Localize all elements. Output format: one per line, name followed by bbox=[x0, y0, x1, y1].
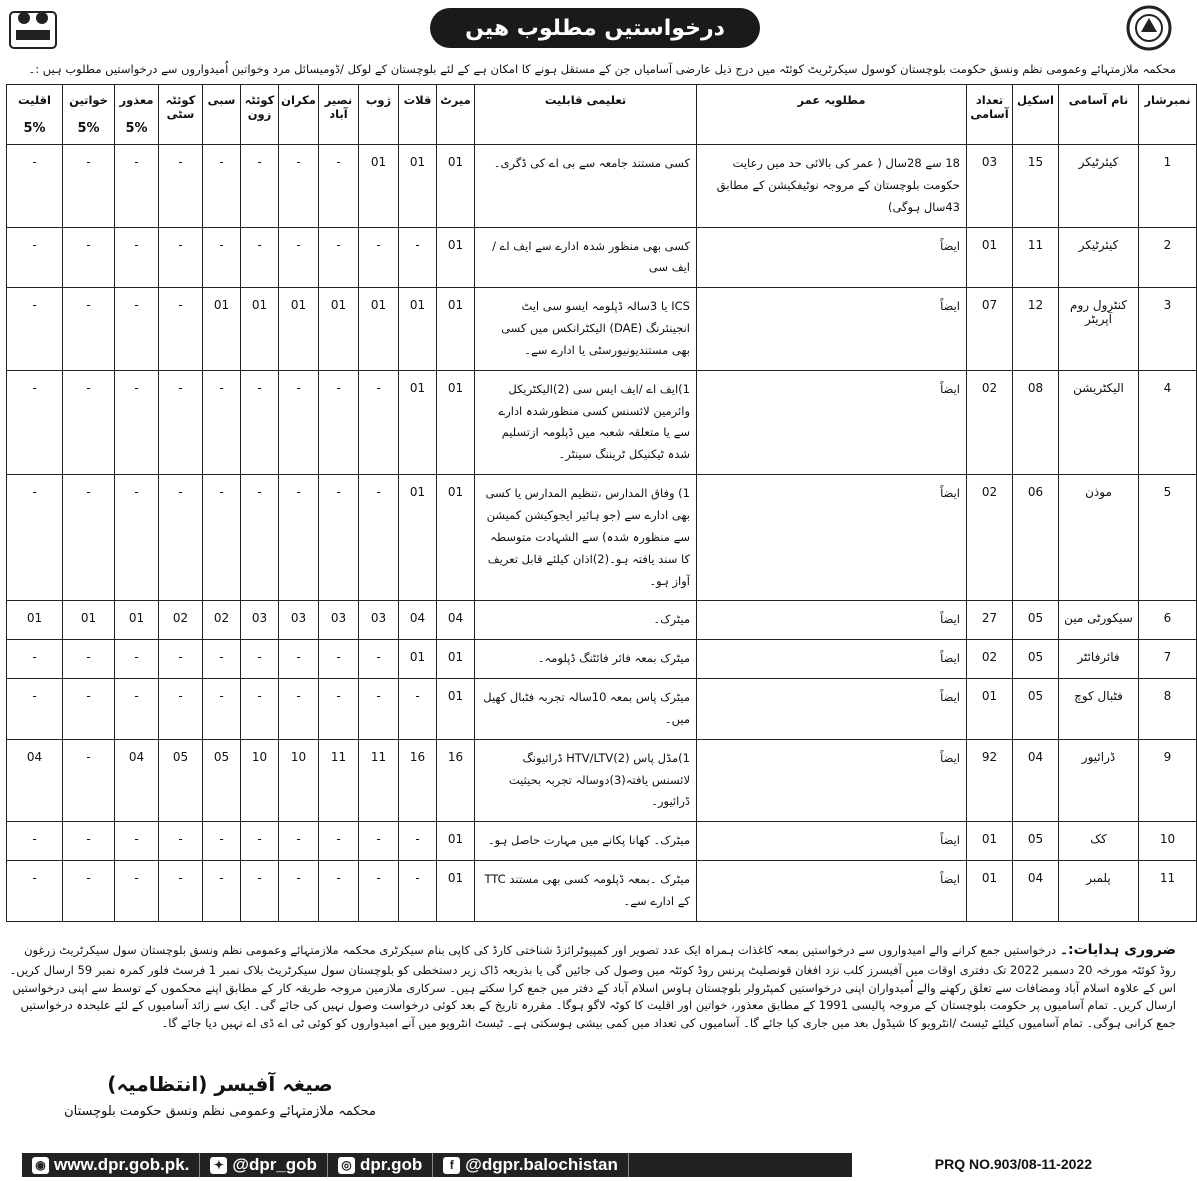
table-row bbox=[7, 679, 1197, 740]
cell-merit: 04 bbox=[437, 601, 475, 640]
cell-quetta: - bbox=[241, 640, 279, 679]
cell-qualification: میٹرک بمعہ فائر فائٹنگ ڈپلومہ۔ bbox=[475, 640, 697, 679]
cell-count: 01 bbox=[967, 679, 1013, 740]
cell-count: 01 bbox=[967, 822, 1013, 861]
cell-zhob: - bbox=[359, 822, 399, 861]
cell-age: ایضاً bbox=[697, 370, 967, 474]
cell-sibi: 05 bbox=[203, 739, 241, 822]
cell-post: سیکورٹی مین bbox=[1059, 601, 1139, 640]
col-sibi: سبی bbox=[203, 85, 241, 145]
cell-count: 02 bbox=[967, 475, 1013, 601]
col-serial: نمبرشار bbox=[1139, 85, 1197, 145]
cell-women: - bbox=[63, 861, 115, 922]
cell-scale: 11 bbox=[1013, 227, 1059, 288]
cell-scale: 05 bbox=[1013, 601, 1059, 640]
cell-sibi: 02 bbox=[203, 601, 241, 640]
cell-makran: - bbox=[279, 822, 319, 861]
cell-city: - bbox=[159, 861, 203, 922]
cell-sibi: - bbox=[203, 822, 241, 861]
table-row bbox=[7, 288, 1197, 371]
cell-merit: 01 bbox=[437, 640, 475, 679]
cell-nasirabad: 11 bbox=[319, 739, 359, 822]
signature-department: محکمہ ملازمتہائے وعمومی نظم ونسق حکومت بلوچستان bbox=[64, 1104, 376, 1119]
cell-zhob: 11 bbox=[359, 739, 399, 822]
table-row bbox=[7, 861, 1197, 922]
cell-nasirabad: 03 bbox=[319, 601, 359, 640]
table-row bbox=[7, 370, 1197, 474]
instructions-heading: ضروری ہدایات:۔ bbox=[1059, 942, 1176, 958]
cell-minority: - bbox=[7, 475, 63, 601]
table-row bbox=[7, 475, 1197, 601]
cell-zhob: - bbox=[359, 370, 399, 474]
cell-sibi: - bbox=[203, 679, 241, 740]
cell-zhob: - bbox=[359, 475, 399, 601]
cell-quetta: 10 bbox=[241, 739, 279, 822]
instructions-text: درخواستیں جمع کرانے والے امیدواروں سے درخواستیں بمعہ کاغذات ہمراہ ایک عدد تصویر اور کمپیوٹرائزڈ شناختی کارڈ کی کاپی بنام سیکرٹری محکمہ ملازمتہائے وعمومی نظم ونسق بلوچستان سول سیکرٹریٹ زرغون روڈ کوئٹہ مورخہ 20 دسمبر 2022 تک دفتری اوقات میں آفیسرز کلب نزد افغان قونصلیٹ پرنس روڈ کوئٹہ میں وصول کی جائیں گی یا بذریعہ ڈاک زیر دستخطی کو بلوچستان سول سیکرٹریٹ بلاک نمبر 1 فرسٹ فلور کمرہ نمبر 59 ارسال کریں۔اس کے علاوہ اسلام آباد ومضافات سے تعلق رکھنے والے اُمیدواران اپنی درخواستیں کمپٹرولر بلوچستان ہاوس اسلام آباد کے دفتر میں جمع کرا سکتے ہیں۔ سرکاری ملازمین مروجہ طریقہ کار کے مطابق اپنے محکموں کے توسط سے اپنی درخواستیں ارسال کریں۔ تمام آسامیوں پر حکومت بلوچستان کے مروجہ پالیسی 1991 کے مطابق معذور، خواتین اور اقلیت کا کوٹہ لاگو ہوگا۔ مقررہ تاریخ کے بعد کوئی درخواست وصول نہیں کی جائے گی۔ ایک سے زائد آسامیوں کے لئے علیحدہ درخواستیں جمع کرانی ہوگی۔ تمام آسامیوں کیلئے ٹیسٹ /انٹرویو کا شیڈول بعد میں جاری کیا جائے گا۔ آسامیوں کی تعداد میں کمی بیشی ہوسکتی ہے۔ ٹیسٹ انٹرویو میں آنے امیدواروں کو کوئی ٹی اے ڈی اے نہیں دیا جائے گا۔ bbox=[9, 943, 1176, 1031]
cell-post: الیکٹریشن bbox=[1059, 370, 1139, 474]
footer-facebook[interactable]: f @dgpr.balochistan bbox=[433, 1153, 629, 1177]
cell-quetta: - bbox=[241, 822, 279, 861]
col-post: نام آسامی bbox=[1059, 85, 1139, 145]
col-nasirabad: نصیر آباد bbox=[319, 85, 359, 145]
cell-qualification: کسی بھی منظور شدہ ادارے سے ایف اے /ایف سی bbox=[475, 227, 697, 288]
cell-qualification: ICS یا 3سالہ ڈپلومہ ایسو سی ایٹ انجینئرنگ (DAE) الیکٹرانکس میں کسی بھی مستندیونیورسٹی یا ادارے سے۔ bbox=[475, 288, 697, 371]
cell-count: 03 bbox=[967, 145, 1013, 228]
cell-disabled: - bbox=[115, 679, 159, 740]
cell-sibi: - bbox=[203, 861, 241, 922]
signature-title: صیغہ آفیسر (انتظامیہ) bbox=[107, 1072, 333, 1096]
cell-serial: 4 bbox=[1139, 370, 1197, 474]
cell-makran: 10 bbox=[279, 739, 319, 822]
cell-age: ایضاً bbox=[697, 861, 967, 922]
cell-minority: - bbox=[7, 370, 63, 474]
cell-post: کیئرٹیکر bbox=[1059, 145, 1139, 228]
cell-serial: 1 bbox=[1139, 145, 1197, 228]
cell-minority: - bbox=[7, 227, 63, 288]
posts-table bbox=[6, 84, 1197, 922]
cell-quetta: - bbox=[241, 370, 279, 474]
cell-qualification: 1) وفاق المدارس ،تنظیم المدارس یا کسی بھی ادارے سے (جو ہائیر ایجوکیشن کمیشن سے منظورہ شدہ) سے الشہادت متوسطہ کا سند یافتہ ہو۔(2)اذان کیلئے قابل تعریف آواز ہو۔ bbox=[475, 475, 697, 601]
cell-serial: 5 bbox=[1139, 475, 1197, 601]
cell-nasirabad: - bbox=[319, 640, 359, 679]
cell-makran: - bbox=[279, 227, 319, 288]
cell-scale: 15 bbox=[1013, 145, 1059, 228]
cell-minority: - bbox=[7, 861, 63, 922]
cell-women: - bbox=[63, 640, 115, 679]
cell-serial: 10 bbox=[1139, 822, 1197, 861]
cell-city: - bbox=[159, 227, 203, 288]
table-row bbox=[7, 601, 1197, 640]
cell-sibi: - bbox=[203, 370, 241, 474]
cell-qualification: میٹرک۔ کھانا پکانے میں مہارت حاصل ہو۔ bbox=[475, 822, 697, 861]
cell-minority: - bbox=[7, 679, 63, 740]
footer-instagram[interactable]: ◎ dpr.gob bbox=[328, 1153, 433, 1177]
cell-sibi: - bbox=[203, 227, 241, 288]
table-row bbox=[7, 822, 1197, 861]
cell-serial: 11 bbox=[1139, 861, 1197, 922]
cell-qualification: میٹرک پاس بمعہ 10سالہ تجربہ فٹبال کھیل میں۔ bbox=[475, 679, 697, 740]
cell-count: 02 bbox=[967, 640, 1013, 679]
cell-qilat: 01 bbox=[399, 640, 437, 679]
cell-post: کک bbox=[1059, 822, 1139, 861]
cell-serial: 6 bbox=[1139, 601, 1197, 640]
cell-qualification: میٹرک ۔بمعہ ڈپلومہ کسی بھی مستند TTC کے ادارے سے۔ bbox=[475, 861, 697, 922]
globe-icon: ◉ bbox=[32, 1157, 49, 1174]
cell-nasirabad: - bbox=[319, 370, 359, 474]
col-zhob: ژوب bbox=[359, 85, 399, 145]
cell-count: 27 bbox=[967, 601, 1013, 640]
cell-zhob: 01 bbox=[359, 145, 399, 228]
cell-post: ڈرائیور bbox=[1059, 739, 1139, 822]
cell-qilat: 16 bbox=[399, 739, 437, 822]
cell-disabled: - bbox=[115, 145, 159, 228]
cell-disabled: 01 bbox=[115, 601, 159, 640]
cell-women: - bbox=[63, 739, 115, 822]
cell-women: - bbox=[63, 822, 115, 861]
col-women: خواتین 5% bbox=[63, 85, 115, 145]
cell-makran: - bbox=[279, 640, 319, 679]
cell-makran: 01 bbox=[279, 288, 319, 371]
cell-zhob: - bbox=[359, 227, 399, 288]
cell-women: - bbox=[63, 145, 115, 228]
cell-age: ایضاً bbox=[697, 288, 967, 371]
cell-qilat: 04 bbox=[399, 601, 437, 640]
cell-age: ایضاً bbox=[697, 227, 967, 288]
cell-makran: - bbox=[279, 861, 319, 922]
cell-scale: 05 bbox=[1013, 679, 1059, 740]
cell-nasirabad: - bbox=[319, 227, 359, 288]
cell-count: 07 bbox=[967, 288, 1013, 371]
cell-merit: 01 bbox=[437, 145, 475, 228]
cell-qualification: 1)ایف اے /ایف ایس سی (2)الیکٹریکل وائرمین لائسنس کسی منظورشدہ ادارے سے یا متعلقہ شعبہ میں ڈپلومہ ازتسلیم شدہ ٹیکنیکل ٹریننگ سینٹر۔ bbox=[475, 370, 697, 474]
cell-disabled: - bbox=[115, 822, 159, 861]
cell-post: موذن bbox=[1059, 475, 1139, 601]
cell-serial: 3 bbox=[1139, 288, 1197, 371]
cell-makran: - bbox=[279, 370, 319, 474]
instructions bbox=[6, 940, 1176, 1060]
cell-minority: - bbox=[7, 640, 63, 679]
cell-qilat: 01 bbox=[399, 370, 437, 474]
cell-women: 01 bbox=[63, 601, 115, 640]
cell-disabled: - bbox=[115, 640, 159, 679]
cell-nasirabad: - bbox=[319, 861, 359, 922]
cell-qilat: - bbox=[399, 679, 437, 740]
cell-city: - bbox=[159, 475, 203, 601]
cell-serial: 2 bbox=[1139, 227, 1197, 288]
cell-qilat: 01 bbox=[399, 475, 437, 601]
cell-age: 18 سے 28سال ( عمر کی بالائی حد میں رعایت حکومت بلوچستان کے مروجہ نوٹیفکیشن کے مطابق 43سال ہوگی) bbox=[697, 145, 967, 228]
cell-count: 92 bbox=[967, 739, 1013, 822]
cell-age: ایضاً bbox=[697, 822, 967, 861]
cell-women: - bbox=[63, 475, 115, 601]
cell-disabled: - bbox=[115, 861, 159, 922]
cell-zhob: - bbox=[359, 640, 399, 679]
footer-bar bbox=[22, 1153, 852, 1177]
cell-sibi: - bbox=[203, 475, 241, 601]
cell-age: ایضاً bbox=[697, 601, 967, 640]
cell-minority: 01 bbox=[7, 601, 63, 640]
col-age: مطلوبہ عمر bbox=[697, 85, 967, 145]
cell-merit: 01 bbox=[437, 288, 475, 371]
cell-qilat: - bbox=[399, 861, 437, 922]
cell-city: - bbox=[159, 640, 203, 679]
cell-quetta: - bbox=[241, 861, 279, 922]
cell-qilat: - bbox=[399, 822, 437, 861]
table-row bbox=[7, 739, 1197, 822]
cell-makran: - bbox=[279, 679, 319, 740]
cell-nasirabad: 01 bbox=[319, 288, 359, 371]
table-row bbox=[7, 227, 1197, 288]
cell-scale: 12 bbox=[1013, 288, 1059, 371]
cell-qilat: - bbox=[399, 227, 437, 288]
table-body bbox=[7, 145, 1197, 922]
cell-quetta: - bbox=[241, 145, 279, 228]
cell-qualification: 1)مڈل پاس (2)HTV/LTV ڈرائیونگ لائسنس یافتہ(3)دوسالہ تجربہ بحیثیت ڈرائیور۔ bbox=[475, 739, 697, 822]
cell-merit: 01 bbox=[437, 475, 475, 601]
cell-sibi: - bbox=[203, 145, 241, 228]
col-minority: اقلیت 5% bbox=[7, 85, 63, 145]
cell-post: کیئرٹیکر bbox=[1059, 227, 1139, 288]
cell-merit: 01 bbox=[437, 227, 475, 288]
signature-block bbox=[40, 1072, 400, 1119]
cell-scale: 04 bbox=[1013, 739, 1059, 822]
intro-text: محکمہ ملازمتہائے وعمومی نظم ونسق حکومت بلوچستان کوسول سیکرٹریٹ کوئٹہ میں درج ذیل عارضی آسامیاں جن کے مستقل ہونے کا امکان ہے کے لئے بلوچستان کے لوکل /ڈومیسائل مرد وخواتین اُمیدواروں سے درخواستیں مطلوب ہیں :۔ bbox=[28, 62, 1176, 76]
cell-post: فٹبال کوچ bbox=[1059, 679, 1139, 740]
header bbox=[0, 0, 1182, 56]
cell-nasirabad: - bbox=[319, 145, 359, 228]
cell-city: - bbox=[159, 145, 203, 228]
cell-city: 02 bbox=[159, 601, 203, 640]
table-row bbox=[7, 145, 1197, 228]
cell-zhob: - bbox=[359, 679, 399, 740]
cell-quetta: - bbox=[241, 679, 279, 740]
cell-count: 02 bbox=[967, 370, 1013, 474]
cell-qilat: 01 bbox=[399, 145, 437, 228]
col-disabled: معذور 5% bbox=[115, 85, 159, 145]
cell-minority: - bbox=[7, 288, 63, 371]
cell-scale: 08 bbox=[1013, 370, 1059, 474]
col-qualification: تعلیمی قابلیت bbox=[475, 85, 697, 145]
cell-count: 01 bbox=[967, 227, 1013, 288]
cell-scale: 05 bbox=[1013, 822, 1059, 861]
cell-nasirabad: - bbox=[319, 475, 359, 601]
table-header-row bbox=[7, 85, 1197, 145]
cell-quetta: 01 bbox=[241, 288, 279, 371]
col-quetta: کوئٹہ زون bbox=[241, 85, 279, 145]
page-title: درخواستیں مطلوب ھیں bbox=[430, 8, 760, 48]
facebook-icon: f bbox=[443, 1157, 460, 1174]
cell-disabled: 04 bbox=[115, 739, 159, 822]
cell-post: فائرفائٹر bbox=[1059, 640, 1139, 679]
cell-age: ایضاً bbox=[697, 640, 967, 679]
cell-disabled: - bbox=[115, 475, 159, 601]
cell-city: - bbox=[159, 822, 203, 861]
cell-merit: 01 bbox=[437, 822, 475, 861]
twitter-icon: ✦ bbox=[210, 1157, 227, 1174]
cell-serial: 8 bbox=[1139, 679, 1197, 740]
cell-makran: - bbox=[279, 475, 319, 601]
cell-sibi: - bbox=[203, 640, 241, 679]
cell-serial: 9 bbox=[1139, 739, 1197, 822]
cell-qualification: میٹرک۔ bbox=[475, 601, 697, 640]
col-quetta-city: کوئٹہ سٹی bbox=[159, 85, 203, 145]
cell-serial: 7 bbox=[1139, 640, 1197, 679]
cell-zhob: 03 bbox=[359, 601, 399, 640]
cell-women: - bbox=[63, 227, 115, 288]
col-count: تعداد آسامی bbox=[967, 85, 1013, 145]
cell-quetta: 03 bbox=[241, 601, 279, 640]
govt-logo-left bbox=[8, 4, 58, 52]
cell-qualification: کسی مستند جامعہ سے بی اے کی ڈگری۔ bbox=[475, 145, 697, 228]
cell-city: - bbox=[159, 370, 203, 474]
dpr-logo-right bbox=[1124, 4, 1174, 52]
cell-women: - bbox=[63, 679, 115, 740]
cell-merit: 16 bbox=[437, 739, 475, 822]
cell-merit: 01 bbox=[437, 679, 475, 740]
cell-age: ایضاً bbox=[697, 739, 967, 822]
cell-nasirabad: - bbox=[319, 679, 359, 740]
footer-website[interactable]: ◉ www.dpr.gob.pk. bbox=[22, 1153, 200, 1177]
cell-makran: 03 bbox=[279, 601, 319, 640]
cell-women: - bbox=[63, 288, 115, 371]
cell-age: ایضاً bbox=[697, 679, 967, 740]
cell-zhob: 01 bbox=[359, 288, 399, 371]
cell-age: ایضاً bbox=[697, 475, 967, 601]
cell-post: کنٹرول روم آپریٹر bbox=[1059, 288, 1139, 371]
cell-women: - bbox=[63, 370, 115, 474]
cell-scale: 06 bbox=[1013, 475, 1059, 601]
table-row bbox=[7, 640, 1197, 679]
cell-quetta: - bbox=[241, 475, 279, 601]
cell-merit: 01 bbox=[437, 861, 475, 922]
cell-sibi: 01 bbox=[203, 288, 241, 371]
col-scale: اسکیل bbox=[1013, 85, 1059, 145]
prq-number: PRQ NO.903/08-11-2022 bbox=[934, 1156, 1092, 1172]
cell-nasirabad: - bbox=[319, 822, 359, 861]
cell-post: پلمبر bbox=[1059, 861, 1139, 922]
cell-disabled: - bbox=[115, 227, 159, 288]
cell-minority: 04 bbox=[7, 739, 63, 822]
cell-qilat: 01 bbox=[399, 288, 437, 371]
cell-zhob: - bbox=[359, 861, 399, 922]
cell-city: - bbox=[159, 679, 203, 740]
col-makran: مکران bbox=[279, 85, 319, 145]
cell-count: 01 bbox=[967, 861, 1013, 922]
cell-minority: - bbox=[7, 822, 63, 861]
cell-disabled: - bbox=[115, 288, 159, 371]
footer-twitter[interactable]: ✦ @dpr_gob bbox=[200, 1153, 328, 1177]
col-merit: میرٹ bbox=[437, 85, 475, 145]
cell-scale: 04 bbox=[1013, 861, 1059, 922]
cell-quetta: - bbox=[241, 227, 279, 288]
cell-disabled: - bbox=[115, 370, 159, 474]
instagram-icon: ◎ bbox=[338, 1157, 355, 1174]
col-qilat: قلات bbox=[399, 85, 437, 145]
cell-city: - bbox=[159, 288, 203, 371]
cell-makran: - bbox=[279, 145, 319, 228]
cell-minority: - bbox=[7, 145, 63, 228]
cell-merit: 01 bbox=[437, 370, 475, 474]
cell-scale: 05 bbox=[1013, 640, 1059, 679]
cell-city: 05 bbox=[159, 739, 203, 822]
